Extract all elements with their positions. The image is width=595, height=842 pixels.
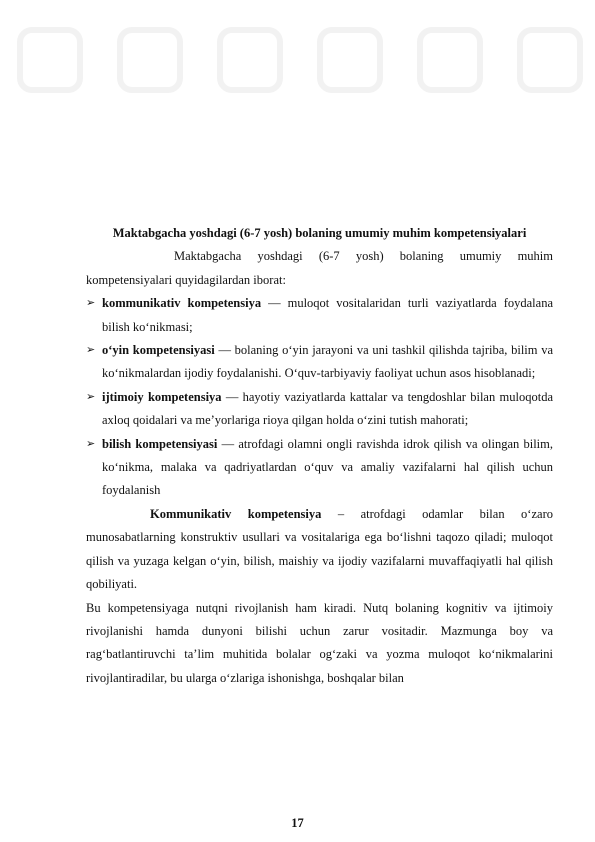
speech-paragraph: Bu kompetensiyaga nutqni rivojlanish ham kiradi. Nutq bolaning kognitiv va ijtimoiy rivojlanishi hamda dunyoni bilishi uchun zarur vositadir. Mazmunga boy va rag‘batlantiruvchi ta’lim muhitida bolalar og‘zaki va yozma muloqot ko‘nikmalarini rivojlantiradilar, bu ularga o‘zlariga ishonishga, boshqalar bilan (86, 600, 553, 685)
list-item (86, 386, 553, 433)
list-item-term: o‘yin kompetensiyasi (102, 343, 215, 358)
competency-list (86, 292, 553, 503)
list-item-term: ijtimoiy kompetensiya (102, 389, 222, 404)
communicative-paragraph (86, 503, 553, 597)
arrowhead-bullet-icon: ➢ (86, 344, 96, 357)
list-item-text: — bolaning o‘yin jarayoni va uni tashkil qilishda tajriba, bilim va ko‘nikmalardan ijodiy foydalanishi. O‘quv-tarbiyaviy faoliyat uchun asos hisoblanadi; (102, 343, 553, 381)
arrowhead-bullet-icon: ➢ (86, 437, 96, 450)
list-item-term: bilish kompetensiyasi (102, 436, 218, 451)
paragraph-text: – atrofdagi odamlar bilan o‘zaro munosabatlarning konstruktiv usullari va vositalariga ega bo‘lishni taqozo qiladi; muloqot qilish va yuzaga kelgan o‘yin, bilish, maishiy va ijodiy vazifalarni muvaffaqiyatli hal qilish qobiliyati. (86, 506, 553, 592)
list-item (86, 292, 553, 339)
intro-paragraph: Maktabgacha yoshdagi (6-7 yosh) bolaning umumiy muhim kompetensiyalari quyidagilardan iborat: (86, 249, 553, 287)
page-content (86, 222, 553, 690)
page-number: 17 (291, 816, 304, 830)
arrowhead-bullet-icon: ➢ (86, 297, 96, 310)
watermark-icon (0, 20, 595, 110)
list-item-term: kommunikativ kompetensiya (102, 296, 262, 311)
list-item (86, 339, 553, 386)
section-title: Maktabgacha yoshdagi (6-7 yosh) bolaning umumiy muhim kompetensiyalari (112, 226, 527, 240)
list-item-text: — hayotiy vaziyatlarda kattalar va tengdoshlar bilan muloqotda axloq qoidalari va me’yorlariga rioya qilgan holda o‘zini tutish mahorati; (102, 389, 553, 428)
arrowhead-bullet-icon: ➢ (86, 390, 96, 403)
paragraph-term: Kommunikativ kompetensiya (150, 506, 322, 521)
list-item-text: — atrofdagi olamni ongli ravishda idrok qilish va olingan bilim, ko‘nikma, malaka va qadriyatlardan o‘quv va amaliy vazifalarni hal qilish uchun foydalanish (102, 436, 554, 498)
list-item-text: — muloqot vositalaridan turli vaziyatlarda foydalana bilish ko‘nikmasi; (102, 296, 553, 334)
list-item (86, 433, 553, 503)
